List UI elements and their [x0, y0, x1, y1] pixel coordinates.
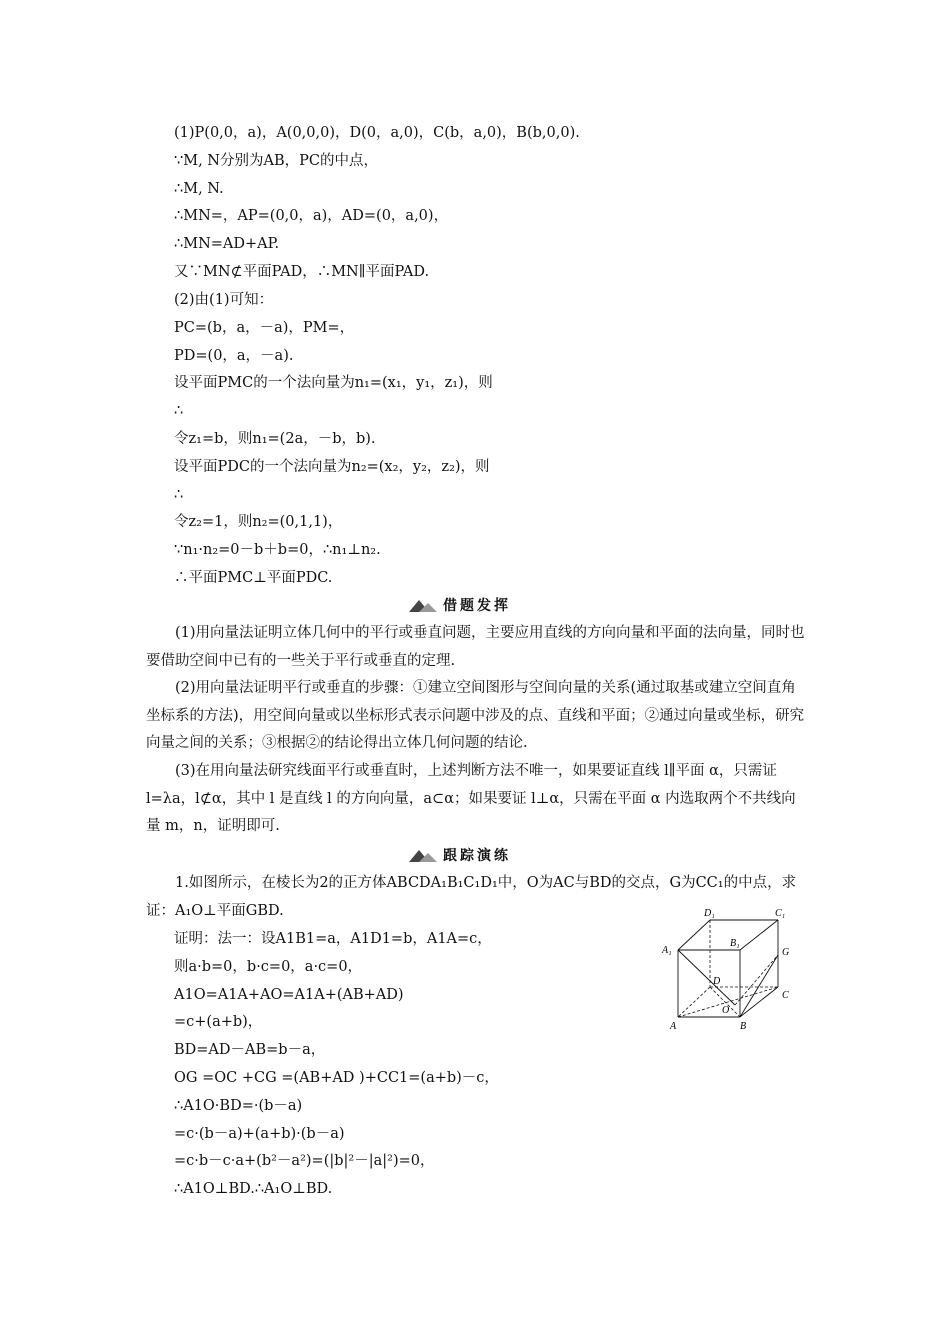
- solution-line: 又∵MN⊄平面PAD，∴MN∥平面PAD.: [174, 264, 430, 280]
- solution-line: (2)由(1)可知：: [174, 292, 274, 308]
- proof-line: A1O=A1A+AO=A1A+(AB+AD): [174, 987, 404, 1003]
- solution-line: ∴平面PMC⊥平面PDC.: [174, 570, 333, 586]
- solution-line: ∴MN=AD+AP.: [174, 236, 280, 252]
- label-B1: B₁: [730, 938, 740, 949]
- solution-line: (1)P(0,0，a)，A(0,0,0)，D(0，a,0)，C(b，a,0)，B(b,0,0).: [174, 125, 580, 141]
- mountain-icon: [409, 598, 437, 612]
- label-D1: D₁: [704, 908, 715, 919]
- cube-figure: [660, 905, 800, 1035]
- note-paragraph: (2)用向量法证明平行或垂直的步骤：①建立空间图形与空间向量的关系(通过取基或建立空间直角坐标系的方法)，用空间向量或以坐标形式表示问题中涉及的点、直线和平面；②通过向量或坐标，研究向量之间的关系；③根据②的结论得出立体几何问题的结论.: [146, 680, 805, 751]
- solution-line: 设平面PDC的一个法向量为n₂=(x₂，y₂，z₂)，则: [174, 459, 490, 475]
- section-title: 借题发挥: [443, 598, 511, 614]
- solution-line: 设平面PMC的一个法向量为n₁=(x₁，y₁，z₁)，则: [174, 375, 493, 391]
- solution-line: ∵M, N分别为AB，PC的中点，: [174, 153, 378, 169]
- label-C1: C₁: [775, 908, 786, 919]
- proof-line: =c+(a+b)，: [174, 1014, 263, 1030]
- section-header-jieti: [409, 595, 511, 615]
- proof-line: 证明：法一：设A1B1=a，A1D1=b，A1A=c，: [174, 931, 492, 947]
- solution-line: ∴M, N.: [174, 181, 224, 197]
- section-title: 跟踪演练: [443, 848, 511, 864]
- solution-line: PC=(b，a，－a)，PM=，: [174, 320, 355, 336]
- solution-line: 令z₁=b，则n₁=(2a，－b，b).: [174, 431, 376, 447]
- solution-line: ∵n₁·n₂=0－b＋b=0，∴n₁⊥n₂.: [174, 542, 381, 558]
- note-paragraph: (3)在用向量法研究线面平行或垂直时，上述判断方法不唯一，如果要证直线 l∥平面 α，只需证 l=λa，l⊄α，其中 l 是直线 l 的方向向量，a⊂α；如果要证 l⊥α，只需在平面 α 内选取两个不共线向量 m，n，证明即可.: [146, 763, 796, 834]
- mountain-icon: [409, 848, 437, 862]
- proof-line: OG =OC +CG =(AB+AD )+CC1=(a+b)－c，: [174, 1070, 499, 1086]
- solution-line: 令z₂=1，则n₂=(0,1,1)，: [174, 514, 343, 530]
- label-C: C: [782, 990, 789, 1001]
- proof-line: =c·(b－a)+(a+b)·(b－a): [174, 1126, 345, 1142]
- solution-line: PD=(0，a，－a).: [174, 348, 294, 364]
- problem-statement: 1.如图所示，在棱长为2的正方体ABCDA₁B₁C₁D₁中，O为AC与BD的交点，G为CC₁的中点，求证：A₁O⊥平面GBD.: [146, 875, 797, 919]
- label-G: G: [782, 947, 790, 958]
- label-O: O: [722, 1005, 730, 1016]
- label-A: A: [670, 1021, 677, 1032]
- proof-line: ∴A1O·BD=·(b－a): [174, 1098, 303, 1114]
- solution-line: ∴MN=，AP=(0,0，a)，AD=(0，a,0)，: [174, 208, 449, 224]
- proof-line: BD=AD－AB=b－a，: [174, 1042, 326, 1058]
- note-paragraph: (1)用向量法证明立体几何中的平行或垂直问题，主要应用直线的方向向量和平面的法向量，同时也要借助空间中已有的一些关于平行或垂直的定理.: [146, 625, 805, 669]
- proof-line: 则a·b=0，b·c=0，a·c=0，: [174, 959, 363, 975]
- label-D: D: [713, 976, 721, 987]
- label-B: B: [740, 1021, 747, 1032]
- proof-line: =c·b－c·a+(b²－a²)=(|b|²－|a|²)=0，: [174, 1153, 435, 1169]
- section-header-genzong: [409, 845, 511, 865]
- proof-line: ∴A1O⊥BD.∴A₁O⊥BD.: [174, 1181, 333, 1197]
- label-A1: A₁: [662, 945, 672, 956]
- solution-line: ∴: [174, 487, 184, 503]
- solution-line: ∴: [174, 403, 184, 419]
